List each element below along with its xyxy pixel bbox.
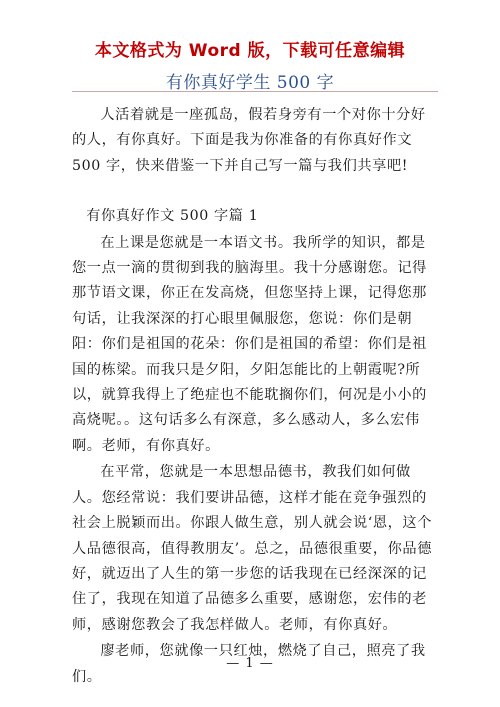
document-body — [72, 103, 438, 691]
document-title: 有你真好学生 500 字 — [165, 73, 335, 93]
section-heading: 有你真好作文 500 字篇 1 — [86, 208, 259, 225]
page-number: — 1 — — [226, 656, 274, 671]
title-divider — [72, 91, 438, 92]
body-paragraph: 在上课是您就是一本语文书。我所学的知识，都是您一点一滴的贯彻到我的脑海里。我十分感谢您。记得那节语文课，你正在发高烧，但您坚持上课，记得您那句话，让我深深的打心眼里佩服您，您说：你们是朝阳：你们是祖国的花朵：你们是祖国的希望：你们是祖国的栋梁。而我只是夕阳，夕阳怎能比的上朝霞呢?所以，就算我得上了绝症也不能耽搁你们，何况是小小的高烧呢。。这句话多么有深意，多么感动人，多么宏伟啊。老师，有你真好。 — [72, 234, 427, 454]
body-paragraph: 廖老师，您就像一只红烛，燃烧了自己，照亮了我们。 — [72, 643, 426, 685]
intro-paragraph: 人活着就是一座孤岛，假若身旁有一个对你十分好的人，有你真好。下面是我为你准备的有你真好作文 500 字，快来借鉴一下并自己写一篇与我们共享吧! — [72, 107, 426, 174]
body-paragraph: 在平常，您就是一本思想品德书，教我们如何做人。您经常说：我们要讲品德，这样才能在竞争强烈的社会上脱颖而出。你跟人做生意，别人就会说‘恩，这个人品德很高，值得教朋友’。总之，品德很重要，你品德好，就迈出了人生的第一步您的话我现在已经深深的记住了，我现在知道了品德多么重要，感谢您，宏伟的老师，感谢您教会了我怎样做人。老师，有你真好。 — [72, 464, 433, 633]
format-notice-banner: 本文格式为 Word 版，下载可任意编辑 — [94, 41, 406, 61]
